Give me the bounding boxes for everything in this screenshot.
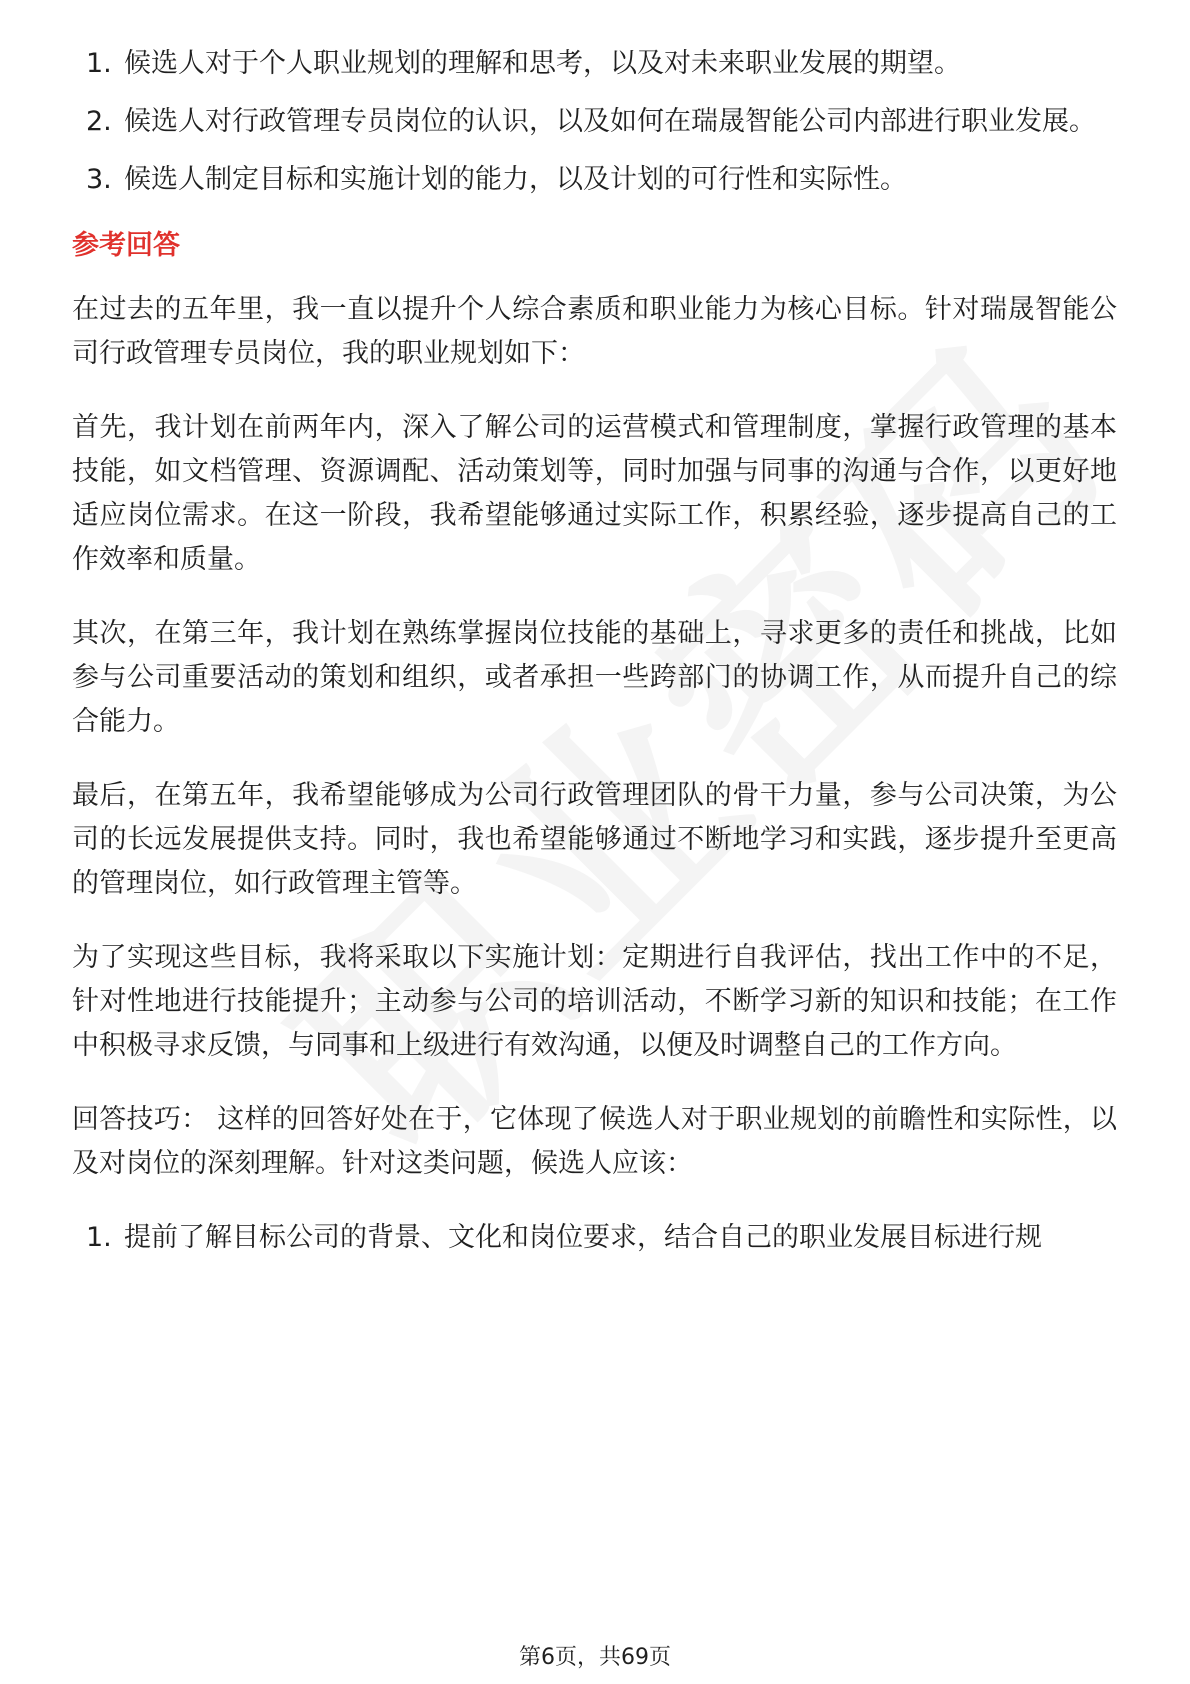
list-text: 候选人对行政管理专员岗位的认识，以及如何在瑞晟智能公司内部进行职业发展。	[124, 106, 1096, 137]
list-text: 提前了解目标公司的背景、文化和岗位要求，结合自己的职业发展目标进行规	[124, 1222, 1042, 1253]
list-item	[72, 158, 1117, 202]
answer-tips-paragraph: 回答技巧： 这样的回答好处在于，它体现了候选人对于职业规划的前瞻性和实际性，以及对岗位的深刻理解。针对这类问题，候选人应该：	[72, 1104, 1117, 1179]
list-text: 候选人对于个人职业规划的理解和思考，以及对未来职业发展的期望。	[124, 48, 961, 79]
list-item	[72, 100, 1117, 144]
paragraph: 最后，在第五年，我希望能够成为公司行政管理团队的骨干力量，参与公司决策，为公司的长远发展提供支持。同时，我也希望能够通过不断地学习和实践，逐步提升至更高的管理岗位，如行政管理主管等。	[72, 780, 1117, 899]
paragraph: 首先，我计划在前两年内，深入了解公司的运营模式和管理制度，掌握行政管理的基本技能，如文档管理、资源调配、活动策划等，同时加强与同事的沟通与合作，以更好地适应岗位需求。在这一阶段，我希望能够通过实际工作，积累经验，逐步提高自己的工作效率和质量。	[72, 412, 1117, 575]
paragraph: 在过去的五年里，我一直以提升个人综合素质和职业能力为核心目标。针对瑞晟智能公司行政管理专员岗位，我的职业规划如下：	[72, 294, 1117, 369]
tips-list	[72, 1216, 1117, 1260]
list-item	[72, 42, 1117, 86]
list-number: 2.	[86, 106, 112, 137]
paragraph: 其次，在第三年，我计划在熟练掌握岗位技能的基础上，寻求更多的责任和挑战，比如参与公司重要活动的策划和组织，或者承担一些跨部门的协调工作，从而提升自己的综合能力。	[72, 618, 1117, 737]
page-footer: 第6页，共69页	[519, 1645, 671, 1670]
answer-heading: 参考回答	[72, 230, 180, 261]
list-item	[72, 1216, 1117, 1260]
paragraph: 为了实现这些目标，我将采取以下实施计划：定期进行自我评估，找出工作中的不足，针对性地进行技能提升；主动参与公司的培训活动，不断学习新的知识和技能；在工作中积极寻求反馈，与同事和上级进行有效沟通，以便及时调整自己的工作方向。	[72, 942, 1117, 1061]
page-content	[72, 42, 1117, 1274]
list-number: 3.	[86, 164, 112, 195]
list-text: 候选人制定目标和实施计划的能力，以及计划的可行性和实际性。	[124, 164, 907, 195]
list-number: 1.	[86, 1222, 112, 1253]
intro-list	[72, 42, 1117, 202]
list-number: 1.	[86, 48, 112, 79]
